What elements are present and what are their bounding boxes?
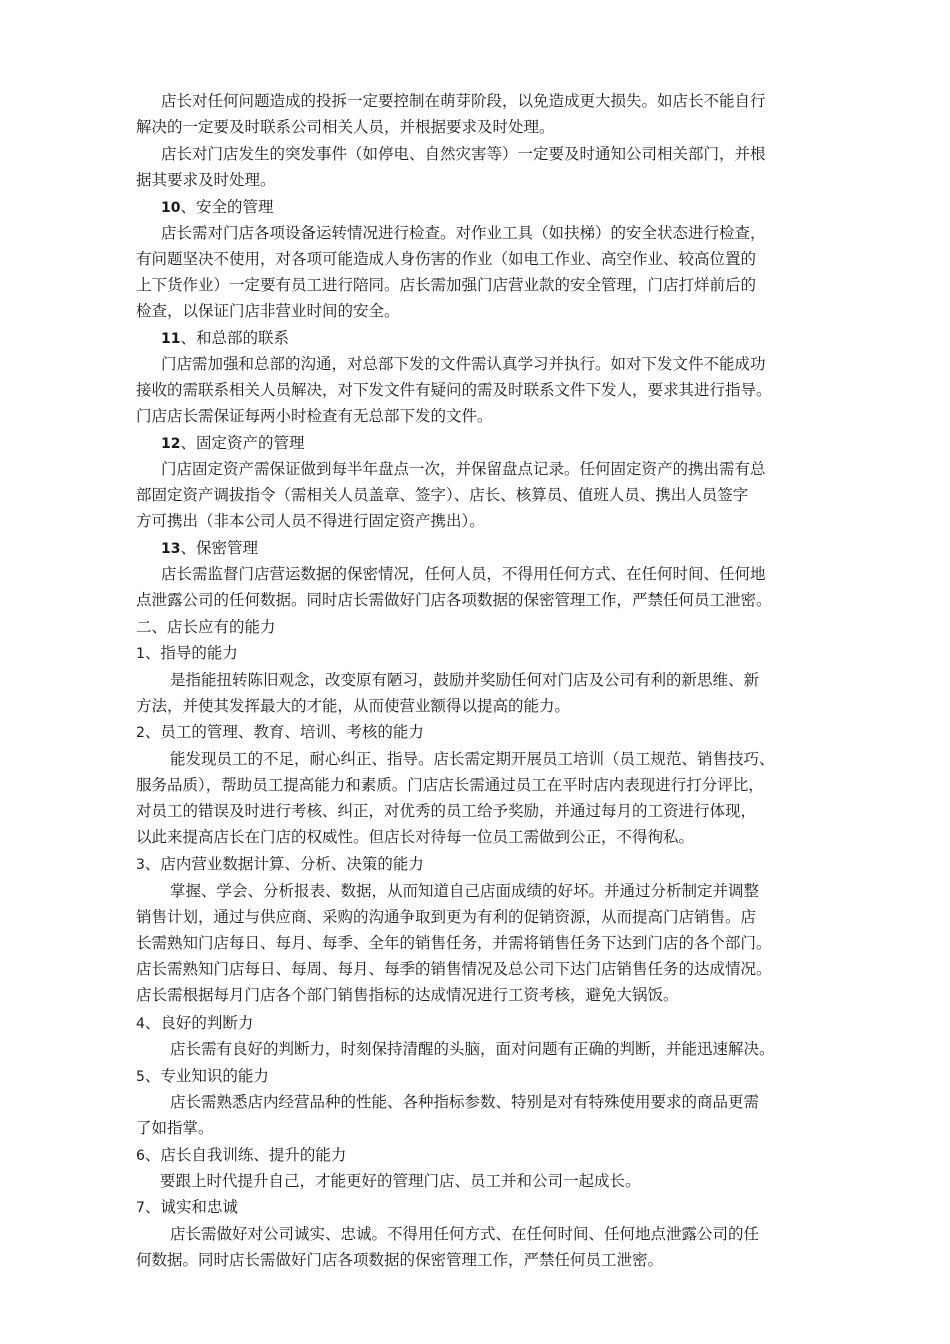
heading-text: 、固定资产的管理: [180, 434, 305, 452]
body-line: 有问题坚决不使用，对各项可能造成人身伤害的作业（如电工作业、高空作业、较高位置的: [136, 250, 757, 268]
heading-number: 7: [136, 1200, 145, 1216]
body-line: 是指能扭转陈旧观念，改变原有陋习，鼓励并奖励任何对门店及公司有利的新思维、新: [170, 671, 760, 689]
heading-text: 、员工的管理、教育、培训、考核的能力: [144, 723, 424, 741]
body-line: 方可携出（非本公司人员不得进行固定资产携出）。: [136, 512, 485, 530]
heading-number: 6: [136, 1148, 145, 1164]
body-line: 门店店长需保证每两小时检查有无总部下发的文件。: [136, 407, 493, 425]
ability-heading-6: [136, 1142, 826, 1168]
heading-number: 3: [136, 857, 145, 873]
body-line: 对员工的错误及时进行考核、纠正，对优秀的员工给予奖励，并通过每月的工资进行体现，: [136, 802, 757, 820]
heading-number: 13: [161, 541, 181, 557]
heading-number: 10: [161, 200, 181, 216]
heading-text: 、店内营业数据计算、分析、决策的能力: [144, 855, 424, 873]
body-line: 门店固定资产需保证做到每半年盘点一次，并保留盘点记录。任何固定资产的携出需有总: [161, 460, 766, 478]
chapter-heading: 二、店长应有的能力: [136, 618, 276, 636]
section-heading-13: [161, 535, 851, 561]
body-line: 店长需做好对公司诚实、忠诚。不得用任何方式、在任何时间、任何地点泄露公司的任: [170, 1225, 760, 1243]
ability-heading-4: [136, 1010, 826, 1036]
heading-number: 5: [136, 1069, 145, 1085]
heading-number: 2: [136, 725, 145, 741]
body-line: 部固定资产调拔指令（需相关人员盖章、签字）、店长、核算员、值班人员、携出人员签字: [136, 486, 749, 504]
heading-number: 4: [136, 1016, 145, 1032]
heading-text: 、专业知识的能力: [144, 1067, 269, 1085]
heading-number: 11: [161, 331, 181, 347]
body-line: 要跟上时代提升自己，才能更好的管理门店、员工并和公司一起成长。: [160, 1172, 641, 1190]
heading-number: 12: [161, 436, 181, 452]
section-heading-12: [161, 430, 851, 456]
ability-heading-2: [136, 719, 826, 745]
body-line: 检查，以保证门店非营业时间的安全。: [136, 302, 400, 320]
ability-heading-1: [136, 640, 826, 666]
body-line: 门店需加强和总部的沟通，对总部下发的文件需认真学习并执行。如对下发文件不能成功: [161, 355, 766, 373]
body-line: 店长对门店发生的突发事件（如停电、自然灾害等）一定要及时通知公司相关部门，并根: [161, 145, 766, 163]
body-line: 了如指掌。: [136, 1119, 214, 1137]
body-line: 店长对任何问题造成的投拆一定要控制在萌芽阶段，以免造成更大损失。如店长不能自行: [161, 92, 766, 110]
section-heading-10: [161, 194, 851, 220]
heading-text: 、保密管理: [180, 539, 258, 557]
heading-text: 、良好的判断力: [144, 1014, 254, 1032]
body-line: 以此来提高店长在门店的权威性。但店长对待每一位员工需做到公正，不得徇私。: [136, 828, 695, 846]
body-line: 店长需监督门店营运数据的保密情况，任何人员，不得用任何方式、在任何时间、任何地: [161, 565, 766, 583]
section-heading-11: [161, 325, 851, 351]
ability-heading-7: [136, 1194, 826, 1220]
heading-text: 、诚实和忠诚: [144, 1198, 238, 1216]
body-line: 掌握、学会、分析报表、数据，从而知道自己店面成绩的好坏。并通过分析制定并调整: [170, 882, 760, 900]
heading-number: 1: [136, 646, 145, 662]
body-line: 店长需熟知门店每日、每周、每月、每季的销售情况及总公司下达门店销售任务的达成情况。: [136, 960, 772, 978]
body-line: 长需熟知门店每日、每月、每季、全年的销售任务，并需将销售任务下达到门店的各个部门。: [136, 934, 772, 952]
body-line: 解决的一定要及时联系公司相关人员，并根据要求及时处理。: [136, 118, 555, 136]
heading-text: 、指导的能力: [144, 644, 238, 662]
heading-text: 、安全的管理: [180, 198, 274, 216]
ability-heading-5: [136, 1063, 826, 1089]
body-line: 销售计划，通过与供应商、采购的沟通争取到更为有利的促销资源，从而提高门店销售。店: [136, 908, 757, 926]
body-line: 方法，并使其发挥最大的才能，从而使营业额得以提高的能力。: [136, 697, 571, 715]
body-line: 服务品质），帮助员工提高能力和素质。门店店长需通过员工在平时店内表现进行打分评比，: [136, 776, 764, 794]
ability-heading-3: [136, 851, 826, 877]
heading-text: 、店长自我训练、提升的能力: [144, 1146, 347, 1164]
body-line: 点泄露公司的任何数据。同时店长需做好门店各项数据的保密管理工作，严禁任何员工泄密。: [136, 591, 772, 609]
body-line: 店长需熟悉店内经营品种的性能、各种指标参数、特别是对有特殊使用要求的商品更需: [170, 1093, 760, 1111]
body-line: 接收的需联系相关人员解决，对下发文件有疑问的需及时联系文件下发人，要求其进行指导。: [136, 381, 772, 399]
body-line: 据其要求及时处理。: [136, 171, 276, 189]
body-line: 店长需对门店各项设备运转情况进行检查。对作业工具（如扶梯）的安全状态进行检查，: [161, 224, 766, 242]
heading-text: 、和总部的联系: [180, 329, 289, 347]
body-line: 何数据。同时店长需做好门店各项数据的保密管理工作，严禁任何员工泄密。: [136, 1251, 664, 1269]
body-line: 店长需有良好的判断力，时刻保持清醒的头脑，面对问题有正确的判断，并能迅速解决。: [170, 1040, 775, 1058]
body-line: 能发现员工的不足，耐心纠正、指导。店长需定期开展员工培训（员工规范、销售技巧、: [170, 750, 775, 768]
body-line: 上下货作业）一定要有员工进行陪同。店长需加强门店营业款的安全管理，门店打烊前后的: [136, 276, 757, 294]
body-line: 店长需根据每月门店各个部门销售指标的达成情况进行工资考核，避免大锅饭。: [136, 986, 679, 1004]
